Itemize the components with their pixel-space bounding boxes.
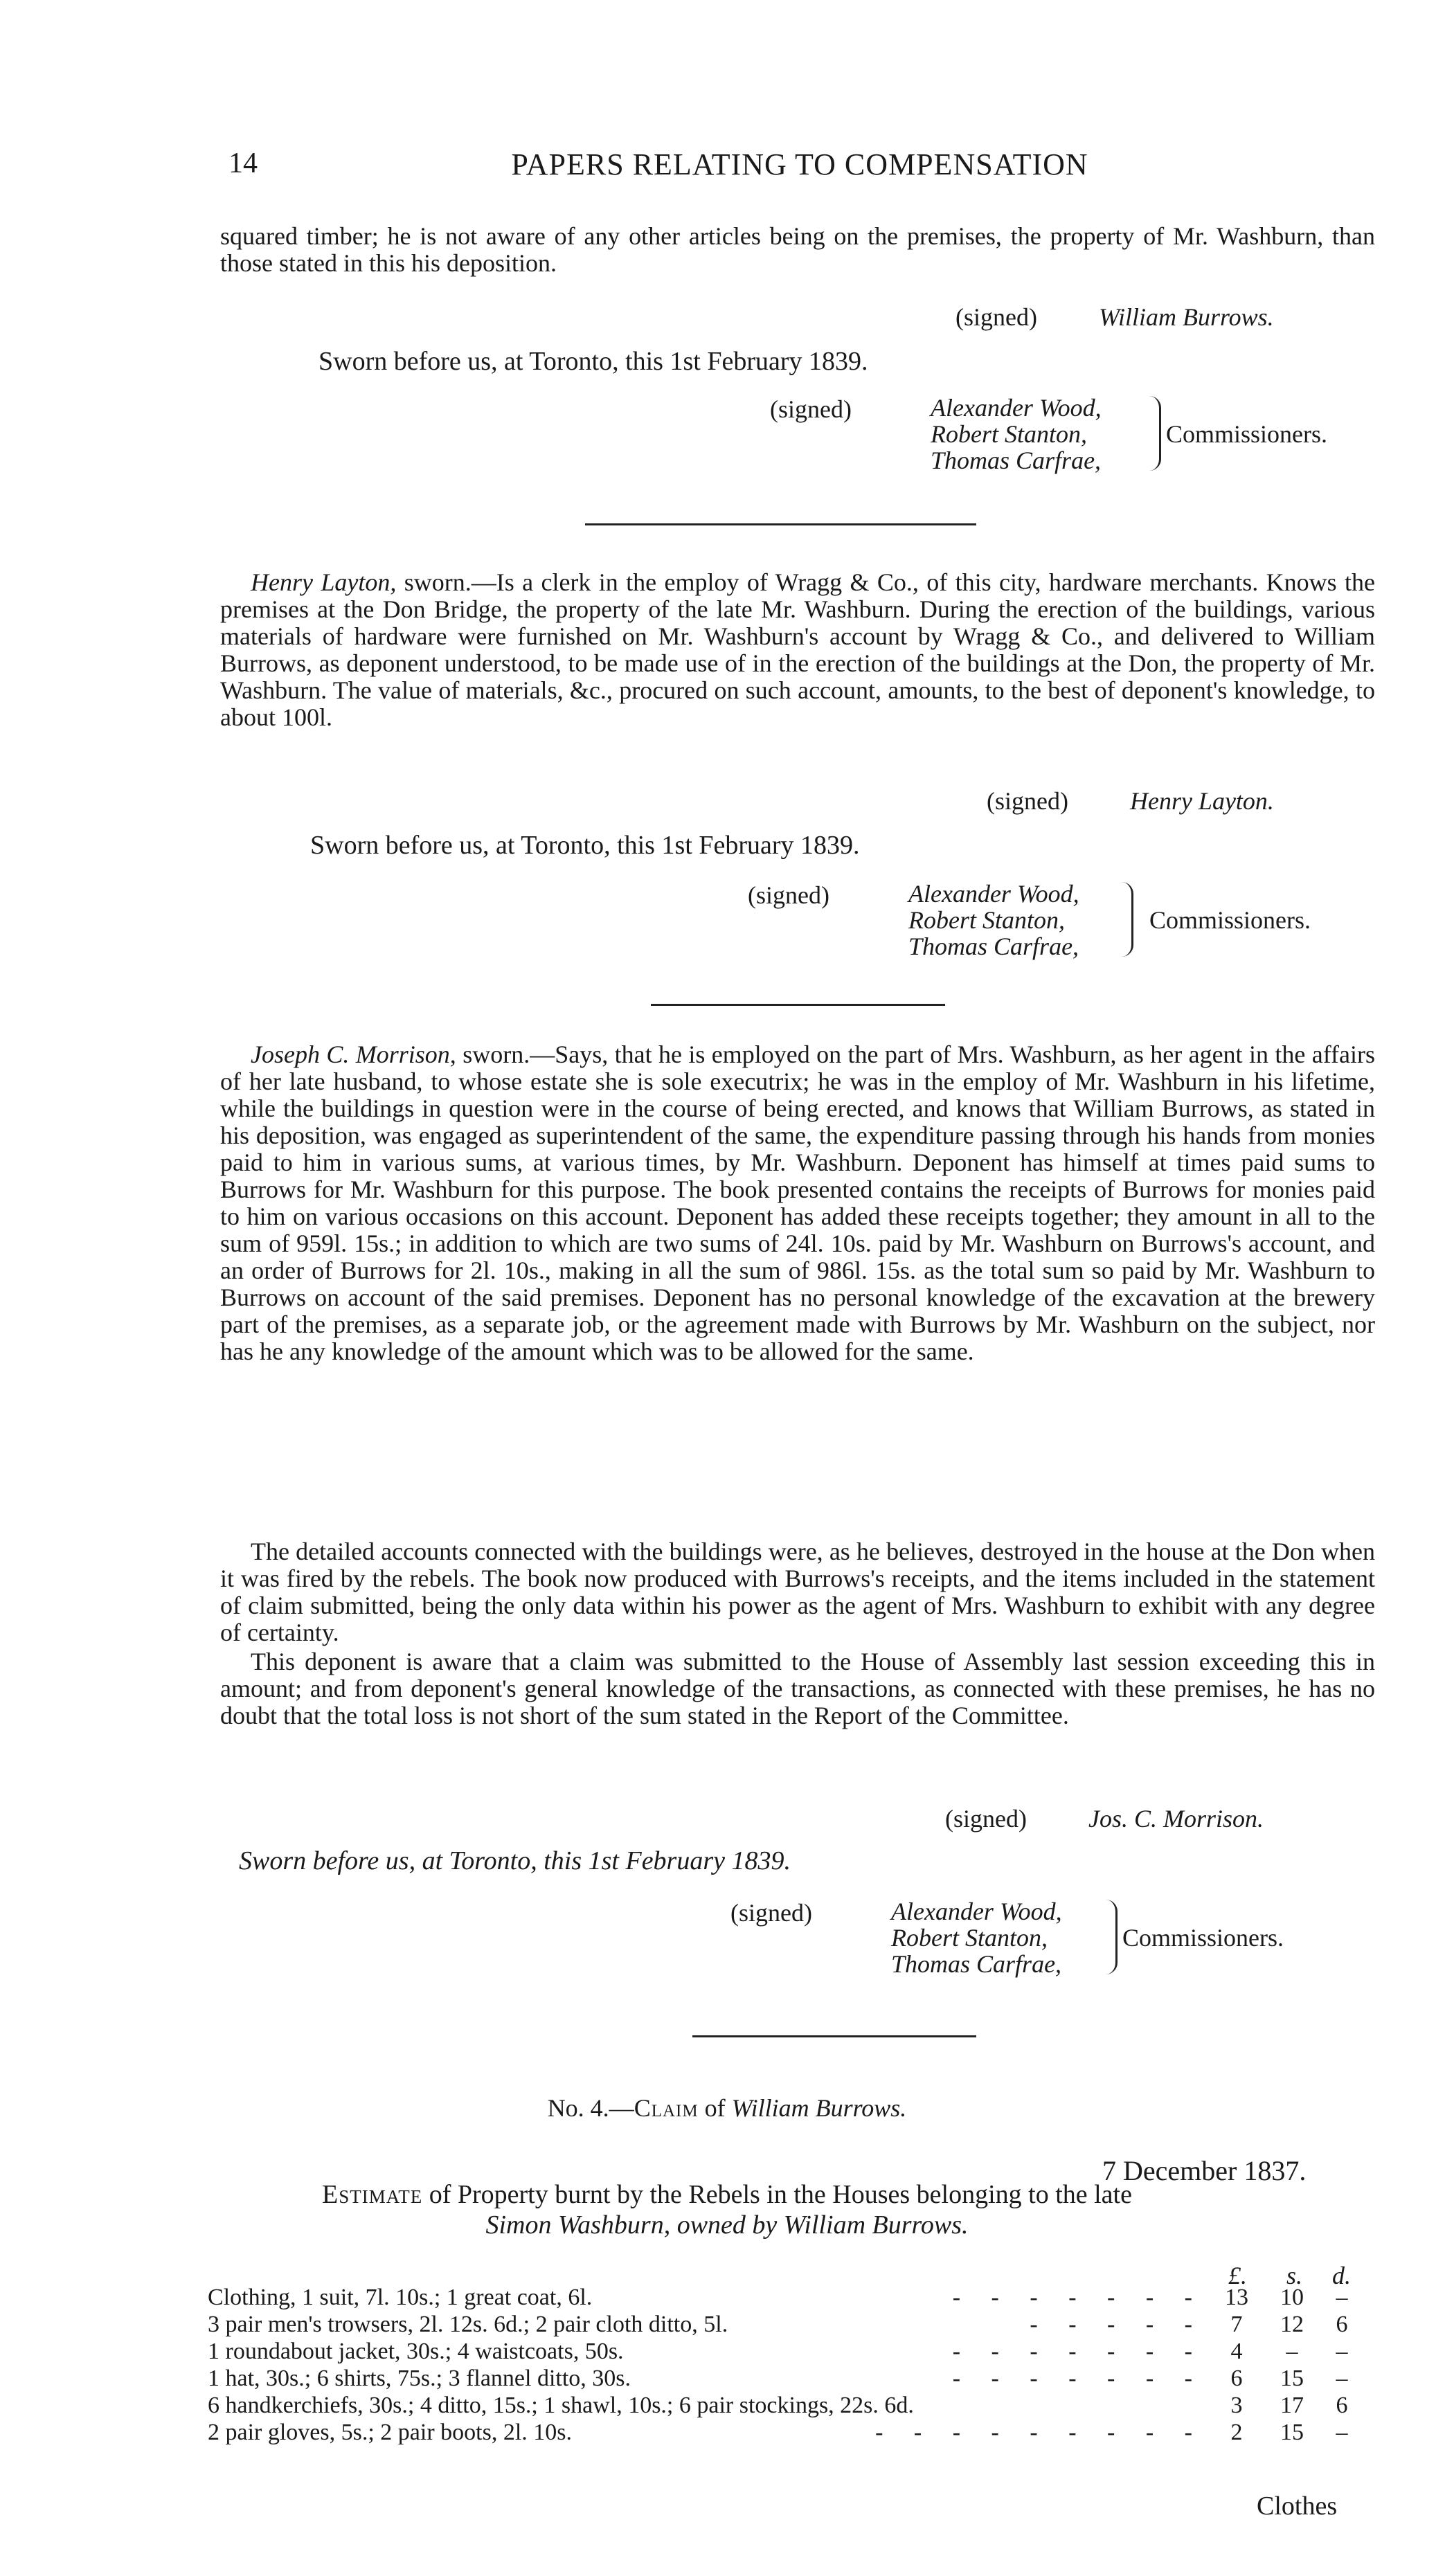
pounds-header: £. — [1228, 2262, 1247, 2289]
estimate-line-1: of Property burnt by the Rebels in the Houses belonging to the late — [422, 2180, 1132, 2209]
commissioner-names — [891, 1898, 1062, 1977]
item-pounds: 13 — [1225, 2285, 1248, 2310]
layton-deposition — [220, 569, 1375, 731]
list-item — [208, 2366, 1385, 2393]
item-shillings: 15 — [1280, 2366, 1304, 2391]
list-item — [208, 2312, 1385, 2339]
item-shillings: 17 — [1280, 2393, 1304, 2418]
commissioners-label: Commissioners. — [1166, 420, 1328, 448]
claim-word: Claim — [634, 2094, 699, 2122]
claim-number: No. 4.— — [547, 2094, 634, 2122]
estimate-items — [208, 2285, 1385, 2447]
sworn-statement: Sworn before us, at Toronto, this 1st February 1839. — [239, 1846, 791, 1875]
commissioner-name: Thomas Carfrae, — [908, 933, 1079, 960]
item-description: 2 pair gloves, 5s.; 2 pair boots, 2l. 10s. — [208, 2420, 573, 2445]
item-description: Clothing, 1 suit, 7l. 10s.; 1 great coat, 6l. — [208, 2285, 593, 2310]
item-shillings: 10 — [1280, 2285, 1304, 2310]
commissioner-name: Robert Stanton, — [908, 906, 1065, 934]
curly-brace — [1122, 882, 1133, 957]
commissioner-names — [908, 881, 1079, 960]
catchword: Clothes — [1257, 2492, 1338, 2521]
commissioner-name: Thomas Carfrae, — [931, 447, 1102, 474]
item-pounds: 4 — [1230, 2339, 1243, 2364]
page-header — [228, 147, 1371, 188]
commissioners-block — [730, 1898, 1354, 1981]
commissioner-name: Robert Stanton, — [931, 420, 1087, 448]
commissioners-label: Commissioners. — [1122, 1924, 1284, 1952]
commissioner-name: Alexander Wood, — [931, 394, 1102, 422]
item-description: 1 roundabout jacket, 30s.; 4 waistcoats, 50s. — [208, 2339, 624, 2364]
estimate-line-2: Simon Washburn, owned by William Burrows. — [485, 2210, 969, 2240]
running-title: PAPERS RELATING TO COMPENSATION — [511, 147, 1088, 181]
section-divider — [651, 1004, 945, 1006]
leader-dashes: - - - - - — [1030, 2312, 1205, 2337]
commissioner-names — [931, 395, 1102, 474]
signed-label: (signed) — [955, 303, 1037, 331]
item-shillings: – — [1286, 2339, 1298, 2364]
signed-label: (signed) — [748, 881, 829, 909]
section-divider — [585, 523, 976, 525]
burrows-continuation: squared timber; he is not aware of any other articles being on the premises, the property of Mr. Washburn, than those stated in this his deposition. — [220, 222, 1375, 277]
signed-label: (signed) — [987, 787, 1068, 815]
curly-brace — [1149, 396, 1161, 471]
item-pence: – — [1336, 2420, 1348, 2445]
commissioner-name: Alexander Wood, — [908, 880, 1079, 908]
item-pounds: 7 — [1230, 2312, 1243, 2337]
sworn-statement: Sworn before us, at Toronto, this 1st February 1839. — [318, 347, 868, 376]
morrison-paragraph-3: This deponent is aware that a claim was submitted to the House of Assembly last session exceeding this in amount; and from deponent's general knowledge of the transactions, as connected with these premises, he has no doubt that the total loss is not short of the sum stated in the Report of the Committee. — [220, 1648, 1375, 1729]
item-shillings: 15 — [1280, 2420, 1304, 2445]
leader-dashes: - - - - - - - - - — [875, 2420, 1205, 2445]
commissioners-block — [770, 395, 1379, 478]
deponent-name: Joseph C. Morrison, — [251, 1041, 456, 1068]
item-description: 3 pair men's trowsers, 2l. 12s. 6d.; 2 pair cloth ditto, 5l. — [208, 2312, 728, 2337]
claim-date: 7 December 1837. — [1102, 2155, 1307, 2186]
commissioner-name: Alexander Wood, — [891, 1898, 1062, 1925]
deposition-text: sworn.—Is a clerk in the employ of Wragg & Co., of this city, hardware merchants. Knows the premises at the Don Bridge, the property of the late Mr. Washburn. During the erection of the buildings, various materials of hardware were furnished on Mr. Washburn's account by Wragg & Co., and delivered to William Burrows, as deponent understood, to be made use of in the erection of the buildings at the Don, the property of Mr. Washburn. The value of materials, &c., procured on such account, amounts, to the best of deponent's knowledge, to about 100l. — [220, 568, 1375, 731]
list-item — [208, 2420, 1385, 2447]
item-pence: 6 — [1336, 2312, 1348, 2337]
commissioner-name: Robert Stanton, — [891, 1924, 1048, 1952]
morrison-paragraph-2: The detailed accounts connected with the buildings were, as he believes, destroyed in the house at the Don when it was fired by the rebels. The book now produced with Burrows's receipts, and the items included in the statement of claim submitted, being the only data within his power as the agent of Mrs. Washburn to exhibit with any degree of certainty. — [220, 1538, 1375, 1646]
page-number: 14 — [228, 147, 258, 179]
item-description: 6 handkerchiefs, 30s.; 4 ditto, 15s.; 1 shawl, 10s.; 6 pair stockings, 22s. 6d. — [208, 2393, 914, 2418]
item-pounds: 3 — [1230, 2393, 1243, 2418]
claim-of: of — [698, 2094, 732, 2122]
section-divider — [692, 2035, 976, 2037]
claim-title — [0, 2093, 1454, 2123]
signatory-name: William Burrows. — [1098, 303, 1274, 331]
estimate-heading — [0, 2179, 1454, 2240]
item-pence: – — [1336, 2285, 1348, 2310]
signed-label: (signed) — [945, 1805, 1027, 1832]
sworn-statement: Sworn before us, at Toronto, this 1st February 1839. — [310, 831, 860, 860]
list-item — [208, 2393, 1385, 2420]
item-pounds: 2 — [1230, 2420, 1243, 2445]
leader-dashes: - - - - - - - — [952, 2339, 1205, 2364]
burrows-signature — [955, 303, 1274, 332]
signatory-name: Henry Layton. — [1129, 787, 1274, 815]
pence-header: d. — [1332, 2262, 1351, 2289]
signed-label: (signed) — [770, 395, 852, 423]
morrison-deposition — [220, 1041, 1375, 1365]
deponent-name: Henry Layton, — [251, 568, 397, 596]
curly-brace — [1106, 1900, 1118, 1974]
item-pounds: 6 — [1230, 2366, 1243, 2391]
item-pence: – — [1336, 2339, 1348, 2364]
leader-dashes: - - - - - - - — [952, 2366, 1205, 2391]
commissioners-label: Commissioners. — [1149, 906, 1311, 934]
commissioners-block — [748, 881, 1371, 964]
layton-signature — [987, 786, 1274, 816]
signed-label: (signed) — [730, 1899, 812, 1927]
commissioner-name: Thomas Carfrae, — [891, 1950, 1062, 1978]
item-pence: – — [1336, 2366, 1348, 2391]
item-description: 1 hat, 30s.; 6 shirts, 75s.; 3 flannel ditto, 30s. — [208, 2366, 631, 2391]
deposition-text: sworn.—Says, that he is employed on the part of Mrs. Washburn, as her agent in the affairs of her late husband, to whose estate she is sole executrix; he was in the employ of Mr. Washburn in his lifetime, while the buildings in question were in the course of being erected, and knows that William Burrows, as stated in his deposition, was engaged as superintendent of the same, the expenditure passing through his hands from monies paid to him in various sums, at various times, by Mr. Washburn. Deponent has himself at times paid sums to Burrows for Mr. Washburn for this purpose. The book presented contains the receipts of Burrows for monies paid to him on various occasions on this account. Deponent has added these receipts together; they amount in all to the sum of 959l. 15s.; in addition to which are two sums of 24l. 10s. paid by Mr. Washburn on Burrows's account, and an order of Burrows for 2l. 10s., making in all the sum of 986l. 15s. as the total sum so paid by Mr. Washburn to Burrows on account of the said premises. Deponent has no personal knowledge of the excavation at the brewery part of the premises, as a separate job, or the agreement made with Burrows by Mr. Washburn on the subject, nor has he any knowledge of the amount which was to be allowed for the same. — [220, 1041, 1375, 1365]
leader-dashes: - - - - - - - — [952, 2285, 1205, 2310]
item-shillings: 12 — [1280, 2312, 1304, 2337]
signatory-name: Jos. C. Morrison. — [1088, 1805, 1264, 1832]
morrison-signature — [945, 1804, 1264, 1833]
claimant-name: William Burrows. — [731, 2094, 907, 2122]
shillings-header: s. — [1286, 2262, 1303, 2289]
item-pence: 6 — [1336, 2393, 1348, 2418]
list-item — [208, 2285, 1385, 2312]
estimate-word: Estimate — [322, 2180, 423, 2209]
list-item — [208, 2339, 1385, 2366]
